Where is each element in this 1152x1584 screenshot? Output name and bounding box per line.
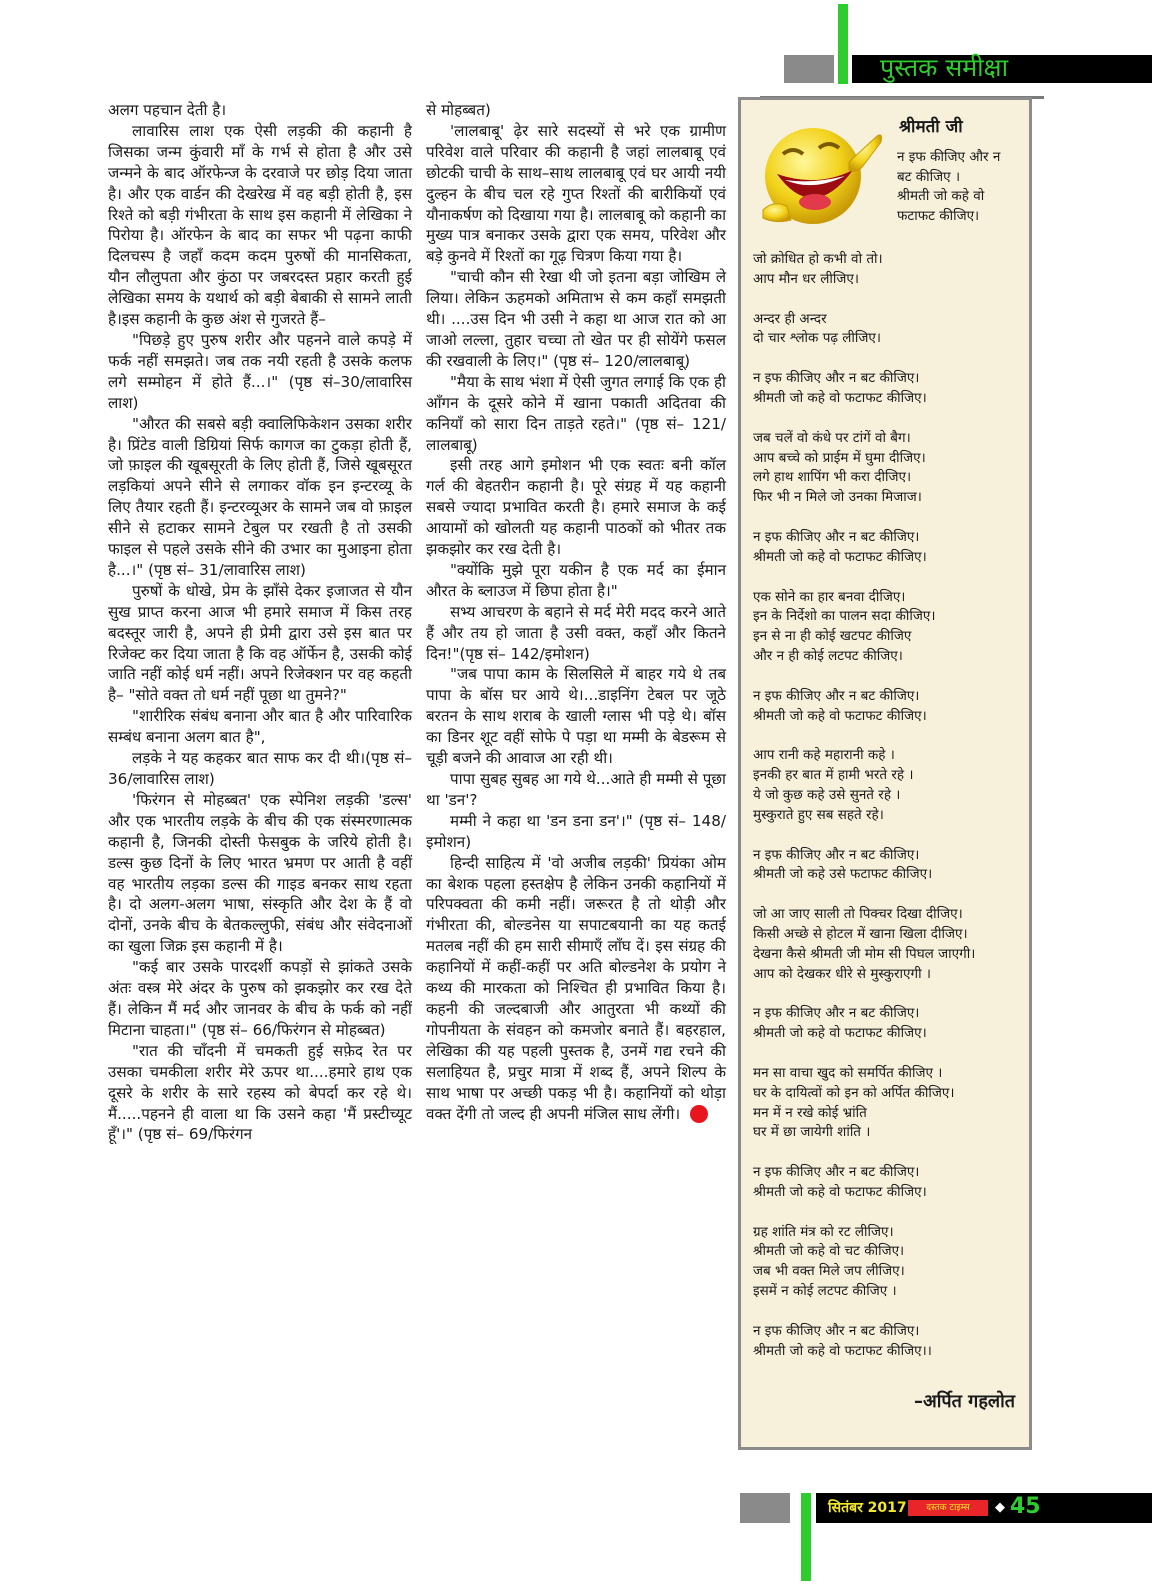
paragraph — [108, 581, 412, 706]
paragraph-text: पुरुषों के धोखे, प्रेम के झाँसे देकर इजाजत से यौन सुख प्राप्त करना आज भी हमारे समाज में किस तरह बदस्तूर जारी है, अपने ही प्रेमी द्वारा उसे इस बात पर रिजेक्ट कर दिया जाता है कि वह ऑर्फेन है, उसकी कोई जाति नहीं कोई धर्म नहीं। अपने रिजेक्शन पर वह कहती है– "सोते वक्त तो धर्म नहीं पूछा था तुमने?" — [108, 581, 412, 705]
paragraph — [108, 330, 412, 414]
poem-line: इन से ना ही कोई खटपट कीजिए — [753, 628, 912, 645]
paragraph-text: "जब पापा काम के सिलसिले में बाहर गये थे तब पापा के बॉस घर आये थे।...डाइनिंग टेबल पर जूठे बरतन के साथ शराब के खाली ग्लास भी पड़े थे। बॉस का डिनर शूट वहीं सोफे पे पड़ा था मम्मी के बेडरूम से चूड़ी बजने की आवाज आ रही थी। — [426, 665, 726, 768]
footer-issue-date: सितंबर 2017 — [828, 1500, 907, 1516]
end-of-article-dot-icon — [690, 1105, 708, 1123]
poem-line: और न ही कोई लटपट कीजिए। — [753, 647, 903, 664]
poem-line: जो आ जाए साली तो पिक्चर दिखा दीजिए। — [753, 906, 963, 923]
poem-stanza — [753, 528, 1028, 568]
poem-stanza — [753, 905, 1028, 984]
poem-line: एक सोने का हार बनवा दीजिए। — [753, 588, 906, 605]
footer-gray-block — [740, 1493, 790, 1523]
paragraph-text: "औरत की सबसे बड़ी क्वालिफिकेशन उसका शरीर है। प्रिंटेड वाली डिग्रियां सिर्फ कागज का टुकड़ा होती हैं, जो फ़ाइल की खूबसूरती के लिए होती हैं, जिसे खूबसूरत लड़कियां अपने सीने से लगाकर वॉक इन इन्टरव्यू के लिए तैयार रहती हैं। इन्टरव्यूअर के सामने जब वो फ़ाइल सीने से हटाकर सामने टेबुल पर रखती है तो उसकी फाइल से पहले उसके सीने की उभार का मुआइना होता है...।" (पृष्ठ सं– 31/लावारिस लाश) — [108, 414, 412, 579]
poem-line: ये जो कुछ कहे उसे सुनते रहे । — [753, 786, 901, 803]
page-number: 45 — [1010, 1494, 1041, 1519]
poem-stanzas — [753, 250, 1028, 1381]
paragraph — [108, 706, 412, 748]
paragraph-text: से मोहब्बत) — [426, 101, 491, 119]
poem-line: जब चलें वो कंधे पर टांगें वो बैग। — [753, 429, 911, 446]
poem-stanza — [753, 1322, 1028, 1362]
poem-line: घर में छा जायेगी शांति । — [753, 1124, 871, 1141]
footer-green-bar — [801, 1493, 811, 1581]
section-title: पुस्तक समीक्षा — [880, 53, 1009, 82]
article-column-1 — [108, 100, 412, 1145]
poem-stanza — [753, 429, 1028, 508]
poem-stanza — [753, 369, 1028, 409]
poem-stanza — [753, 1223, 1028, 1302]
paragraph-text: "शारीरिक संबंध बनाना और बात है और पारिवारिक सम्बंध बनाना अलग बात है", — [108, 707, 412, 747]
poem-line: फिर भी न मिले जो उनका मिजाज। — [753, 489, 922, 506]
laughing-emoji-icon — [757, 114, 885, 232]
paragraph — [108, 1041, 412, 1146]
paragraph-text: "मैया के साथ भंशा में ऐसी जुगत लगाई कि एक ही आँगन के दूसरे कोने में खाना पकाती अदितवा की कनियाँ को सारा दिन ताड़ते रहते।" (पृष्ठ सं– 121/लालबाबू) — [426, 372, 726, 454]
paragraph-text: "रात की चाँदनी में चमकती हुई सफ़ेद रेत पर उसका चमकीला शरीर मेरे ऊपर था....हमारे हाथ एक दूसरे के शरीर के सारे रहस्य को बेपर्दा कर रहे थे। मैं.....पहनने ही वाला था कि उसने कहा 'मैं प्रस्टीच्यूट हूँ'।" (पृष्ठ सं– 69/फिरंगन — [108, 1041, 412, 1144]
paragraph-text: "चाची कौन सी रेखा थी जो इतना बड़ा जोखिम ले लिया। लेकिन ऊहमको अमिताभ से कम कहाँ समझती थी। ....उस दिन भी उसी ने कहा था आज रात को आ जाओ लल्ला, तुहार चच्चा तो खेत पर ही सोयेंगे फसल की रखवाली के लिए।" (पृष्ठ सं– 120/लालबाबू) — [426, 268, 726, 370]
poem-line: श्रीमती जो कहे वो फटाफट कीजिए। — [753, 548, 927, 565]
paragraph — [108, 100, 412, 121]
magazine-logo: दस्तक टाइम्स — [908, 1500, 988, 1516]
paragraph — [426, 267, 726, 372]
paragraph — [108, 790, 412, 957]
paragraph — [426, 560, 726, 602]
paragraph-text: 'फिरंगन से मोहब्बत' एक स्पेनिश लड़की 'डल्स' और एक भारतीय लड़के के बीच की एक संस्मरणात्मक कहानी है, जिनकी दोस्ती फेसबुक के जरिये होती है। डल्स कुछ दिनों के लिए भारत भ्रमण पर आती है वहीं वह भारतीय लड़का डल्स की गाइड बनकर साथ रहता है। दो अलग-अलग भाषा, संस्कृति और देश के हैं वो दोनों, उनके बीच के बेतकल्लुफी, संबंध और संवेदनाओं का खुला जिक्र इस कहानी में है। — [108, 790, 412, 956]
poem-stanza — [753, 250, 1028, 290]
header-green-bar — [838, 4, 848, 84]
poem-line: आप को देखकर धीरे से मुस्कुराएगी । — [753, 965, 932, 982]
paragraph-text: हिन्दी साहित्य में 'वो अजीब लड़की' प्रियंका ओम का बेशक पहला हस्तक्षेप है लेकिन उनकी कहानियों में परिपक्वता की कमी नहीं। जरूरत है तो थोड़ी और गंभीरता की, बोल्डनेस या सपाटबयानी का यह कतई मतलब नहीं की हम सारी सीमाएँ लाँघ दें। इस संग्रह की कहानियों में कहीं-कहीं पर अति बोल्डनेश के प्रयोग ने कथ्य की मारकता को निश्चित ही प्रभावित किया है। कहनी की जल्दबाजी और आतुरता भी कथ्यों की गोपनीयता के संवहन को कमजोर बनाते हैं। बहरहाल, लेखिका की यह पहली पुस्तक है, उनमें गद्य रचने की सलाहियत है, प्रचुर मात्रा में शब्द हैं, अपने शिल्प के साथ भाषा पर अच्छी पकड़ भी है। कहानियों को थोड़ा वक्त देंगी तो जल्द ही अपनी मंजिल साध लेंगी। — [426, 853, 726, 1123]
poem-line: दो चार श्लोक पढ़ लीजिए। — [753, 330, 882, 347]
poem-intro-line: श्रीमती जो कहे वो — [897, 188, 985, 204]
paragraph-text: अलग पहचान देती है। — [108, 101, 227, 119]
poem-line: श्रीमती जो कहे वो फटाफट कीजिए। — [753, 707, 927, 724]
poem-line: न इफ कीजिए और न बट कीजिए। — [753, 846, 920, 863]
poem-intro — [897, 148, 1027, 226]
poem-line: इसमें न कोई लटपट कीजिए । — [753, 1283, 897, 1300]
poem-stanza — [753, 846, 1028, 886]
header-gray-block — [784, 55, 834, 83]
poem-line: श्रीमती जो कहे वो फटाफट कीजिए। — [753, 1025, 927, 1042]
poem-line: आप रानी कहे महारानी कहे । — [753, 747, 895, 764]
paragraph — [426, 853, 726, 1125]
poem-line: न इफ कीजिए और न बट कीजिए। — [753, 1005, 920, 1022]
poem-stanza — [753, 1064, 1028, 1143]
poem-title: श्रीमती जी — [899, 117, 963, 137]
poem-line: मन में न रखे कोई भ्रांति — [753, 1104, 867, 1121]
paragraph — [426, 100, 726, 121]
poem-line: देखना कैसे श्रीमती जी मोम सी पिघल जाएगी। — [753, 945, 976, 962]
paragraph — [426, 664, 726, 769]
paragraph — [426, 811, 726, 853]
poem-line: मुस्कुराते हुए सब सहते रहे। — [753, 806, 884, 823]
poem-stanza — [753, 687, 1028, 727]
poem-line: किसी अच्छे से होटल में खाना खिला दीजिए। — [753, 925, 968, 942]
footer-bullet-icon: ◆ — [995, 1500, 1005, 1515]
paragraph-text: "कई बार उसके पारदर्शी कपड़ों से झांकते उसके अंतः वस्त्र मेरे अंदर के पुरुष को झकझोर कर रख देते हैं। लेकिन मैं मर्द और जानवर के बीच के फर्क को नहीं मिटाना चाहता।" (पृष्ठ सं– 66/फिरंगन से मोहब्बत) — [108, 958, 412, 1039]
poem-line: घर के दायित्वों को इन को अर्पित कीजिए। — [753, 1084, 955, 1101]
poem-line: न इफ कीजिए और न बट कीजिए। — [753, 1164, 920, 1181]
article-column-2 — [426, 100, 726, 1124]
poem-intro-line: फटाफट कीजिए। — [897, 207, 980, 224]
poem-line: इन के निर्देशो का पालन सदा कीजिए। — [753, 608, 936, 625]
poem-line: इनकी हर बात में हामी भरते रहे । — [753, 767, 914, 784]
paragraph-text: इसी तरह आगे इमोशन भी एक स्वतः बनी कॉल गर्ल की बेहतरीन कहानी है। पूरे संग्रह में यह कहानी सबसे ज्यादा प्रभावित करती है। हमारे समाज के कई आयामों को खोलती यह कहानी पाठकों को भीतर तक झकझोर कर रख देती है। — [426, 456, 726, 559]
paragraph-text: "क्योंकि मुझे पूरा यकीन है एक मर्द का ईमान औरत के ब्लाउज में छिपा होता है।" — [426, 560, 726, 600]
poem-stanza — [753, 588, 1028, 667]
poem-line: अन्दर ही अन्दर — [753, 310, 827, 327]
paragraph — [426, 769, 726, 811]
poem-intro-line: बट कीजिए । — [897, 168, 961, 185]
poem-stanza — [753, 1163, 1028, 1203]
poem-line: आप बच्चे को प्राईम में घुमा दीजिए। — [753, 449, 926, 466]
poem-sidebar — [738, 97, 1032, 1450]
poem-line: श्रीमती जो कहे वो चट कीजिए। — [753, 1243, 905, 1260]
paragraph — [108, 414, 412, 581]
paragraph — [426, 602, 726, 665]
paragraph-text: 'लालबाबू' ढ़ेर सारे सदस्यों से भरे एक ग्रामीण परिवेश वाले परिवार की कहानी है जहां लालबाबू एवं छोटकी चाची के साथ–साथ लालबाबू एवं घर आयी नयी दुल्हन के बीच चल रहे गुप्त रिश्तों की बारीकियों एवं यौनाकर्षण को दिखाया गया है। लालबाबू को कहानी का मुख्य पात्र बनाकर उसके द्वारा एक समय, परिवेश और बड़े कुनवे में रिश्तों का गूढ़ चित्रण किया गया है। — [426, 121, 726, 266]
paragraph — [108, 121, 412, 330]
paragraph — [108, 748, 412, 790]
poem-line: न इफ कीजिए और न बट कीजिए। — [753, 528, 920, 545]
paragraph-text: पापा सुबह सुबह आ गये थे...आते ही मम्मी से पूछा था 'डन'? — [426, 770, 726, 809]
poem-intro-line: न इफ कीजिए और न — [897, 149, 1001, 165]
poem-author: –अर्पित गहलोत — [914, 1391, 1015, 1412]
paragraph — [108, 957, 412, 1041]
poem-stanza — [753, 1004, 1028, 1044]
paragraph-text: सभ्य आचरण के बहाने से मर्द मेरी मदद करने आते हैं और तय हो जाता है उसी वक्त, कहाँ और कितने दिन!"(पृष्ठ सं– 142/इमोशन) — [426, 602, 726, 663]
poem-line: ग्रह शांति मंत्र को रट लीजिए। — [753, 1223, 894, 1240]
poem-line: श्रीमती जो कहे उसे फटाफट कीजिए। — [753, 866, 933, 883]
poem-line: श्रीमती जो कहे वो फटाफट कीजिए। — [753, 389, 927, 406]
paragraph-text: लड़के ने यह कहकर बात साफ कर दी थी।(पृष्ठ सं– 36/लावारिस लाश) — [108, 749, 412, 788]
poem-line: लगे हाथ शापिंग भी करा दीजिए। — [753, 469, 912, 486]
paragraph — [426, 372, 726, 456]
poem-line: न इफ कीजिए और न बट कीजिए। — [753, 1322, 920, 1339]
poem-stanza — [753, 310, 1028, 350]
poem-line: श्रीमती जो कहे वो फटाफट कीजिए। — [753, 1183, 927, 1200]
poem-line: जो क्रोधित हो कभी वो तो। — [753, 251, 883, 267]
paragraph — [426, 455, 726, 560]
paragraph-text: मम्मी ने कहा था 'डन डना डन'।" (पृष्ठ सं– 148/इमोशन) — [426, 811, 726, 851]
paragraph-text: "पिछड़े हुए पुरुष शरीर और पहनने वाले कपड़े में फर्क नहीं समझते। जब तक नयी रहती है उसके कलफ लगे सम्मोहन में होते हैं...।" (पृष्ठ सं–30/लावारिस लाश) — [108, 330, 412, 412]
poem-line: आप मौन धर लीजिए। — [753, 270, 859, 287]
poem-line: जब भी वक्त मिले जप लीजिए। — [753, 1263, 905, 1280]
paragraph — [426, 121, 726, 267]
poem-line: श्रीमती जो कहे वो फटाफट कीजिए।। — [753, 1342, 932, 1359]
poem-line: मन सा वाचा खुद को समर्पित कीजिए । — [753, 1064, 943, 1081]
paragraph-text: लावारिस लाश एक ऐसी लड़की की कहानी है जिसका जन्म कुंवारी माँ के गर्भ से होता है और उसे जन्मने के बाद ऑरफेन्ज के दरवाजे पर छोड़ दिया जाता है। और एक वार्डन की देखरेख में वह बड़ी होती है, इस रिश्ते को बड़ी गंभीरता के साथ इस कहानी में लेखिका ने पिरोया है। ऑरफेन के बाद का सफर भी पढ़ना काफी दिलचस्प है जहाँ कदम कदम पुरुषों की मानसिकता, यौन लौलुपता और कुंठा पर जबरदस्त प्रहार करती हुई लेखिका समय के यथार्थ को बड़ी बेबाकी से सामने लाती है।इस कहानी के कुछ अंश से गुजरते हैं– — [108, 121, 412, 329]
poem-line: न इफ कीजिए और न बट कीजिए। — [753, 370, 920, 387]
poem-stanza — [753, 746, 1028, 825]
poem-line: न इफ कीजिए और न बट कीजिए। — [753, 687, 920, 704]
